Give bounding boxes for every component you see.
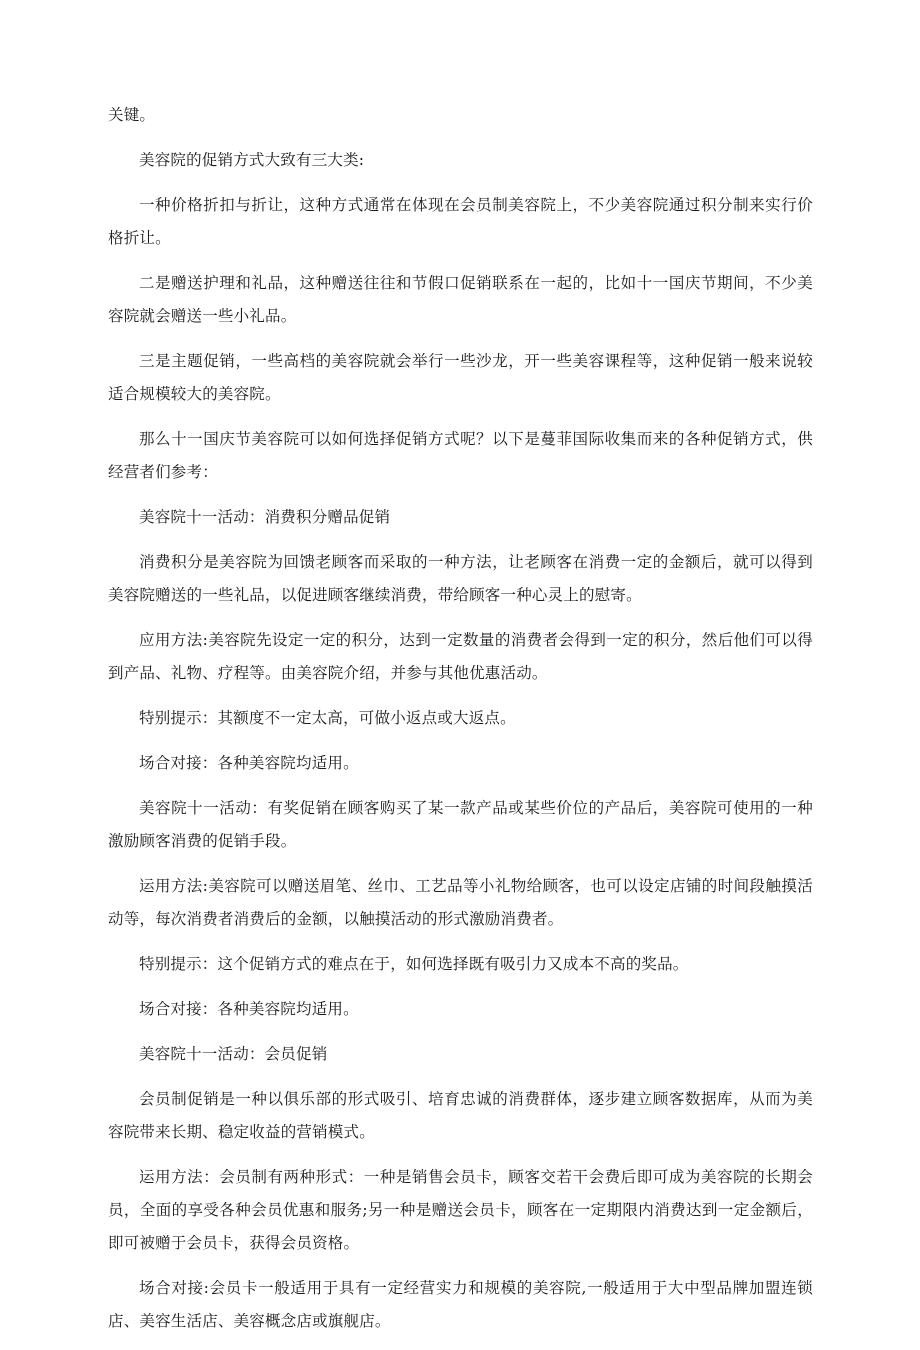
paragraph: 美容院的促销方式大致有三大类: <box>139 151 365 169</box>
paragraph: 场合对接：各种美容院均适用。 <box>139 1000 359 1018</box>
paragraph: 二是赠送护理和礼品，这种赠送往往和节假口促销联系在一起的，比如十一国庆节期间，不少美容院就会赠送一些小礼品。 <box>108 274 813 325</box>
paragraph: 特别提示：这个促销方式的难点在于，如何选择既有吸引力又成本不高的奖品。 <box>139 955 689 973</box>
paragraph: 三是主题促销，一些高档的美容院就会举行一些沙龙，开一些美容课程等，这种促销一般来说较适合规模较大的美容院。 <box>108 352 813 403</box>
paragraph: 应用方法:美容院先设定一定的积分，达到一定数量的消费者会得到一定的积分，然后他们可以得到产品、礼物、疗程等。由美容院介绍，并参与其他优惠活动。 <box>108 631 813 682</box>
paragraph: 关键。 <box>108 106 156 124</box>
paragraph: 场合对接:会员卡一般适用于具有一定经营实力和规模的美容院,一般适用于大中型品牌加盟连锁店、美容生活店、美容概念店或旗舰店。 <box>108 1279 813 1330</box>
paragraph: 一种价格折扣与折让，这种方式通常在体现在会员制美容院上，不少美容院通过积分制来实行价格折让。 <box>108 196 813 247</box>
paragraph: 消费积分是美容院为回馈老顾客而采取的一种方法，让老顾客在消费一定的金额后，就可以得到美容院赠送的一些礼品，以促进顾客继续消费，带给顾客一种心灵上的慰寄。 <box>108 553 813 604</box>
section-heading: 美容院十一活动：消费积分赠品促销 <box>139 508 391 526</box>
section-heading: 美容院十一活动：会员促销 <box>139 1045 328 1063</box>
paragraph: 运用方法：会员制有两种形式：一种是销售会员卡，顾客交若干会费后即可成为美容院的长期会员，全面的享受各种会员优惠和服务;另一种是赠送会员卡，顾客在一定期限内消费达到一定金额后，即可被赠于会员卡，获得会员资格。 <box>108 1168 813 1252</box>
paragraph: 运用方法:美容院可以赠送眉笔、丝巾、工艺品等小礼物给顾客，也可以设定店铺的时间段触摸活动等，每次消费者消费后的金额，以触摸活动的形式激励消费者。 <box>108 877 813 928</box>
document-page <box>108 99 813 1350</box>
paragraph: 特别提示：其额度不一定太高，可做小返点或大返点。 <box>139 709 516 727</box>
paragraph: 那么十一国庆节美容院可以如何选择促销方式呢？以下是蔓菲国际收集而来的各种促销方式，供经营者们参考： <box>108 430 813 481</box>
paragraph: 会员制促销是一种以俱乐部的形式吸引、培育忠诚的消费群体，逐步建立顾客数据库，从而为美容院带来长期、稳定收益的营销模式。 <box>108 1090 813 1141</box>
paragraph: 场合对接：各种美容院均适用。 <box>139 754 359 772</box>
paragraph: 美容院十一活动：有奖促销在顾客购买了某一款产品或某些价位的产品后，美容院可使用的一种激励顾客消费的促销手段。 <box>108 799 813 850</box>
